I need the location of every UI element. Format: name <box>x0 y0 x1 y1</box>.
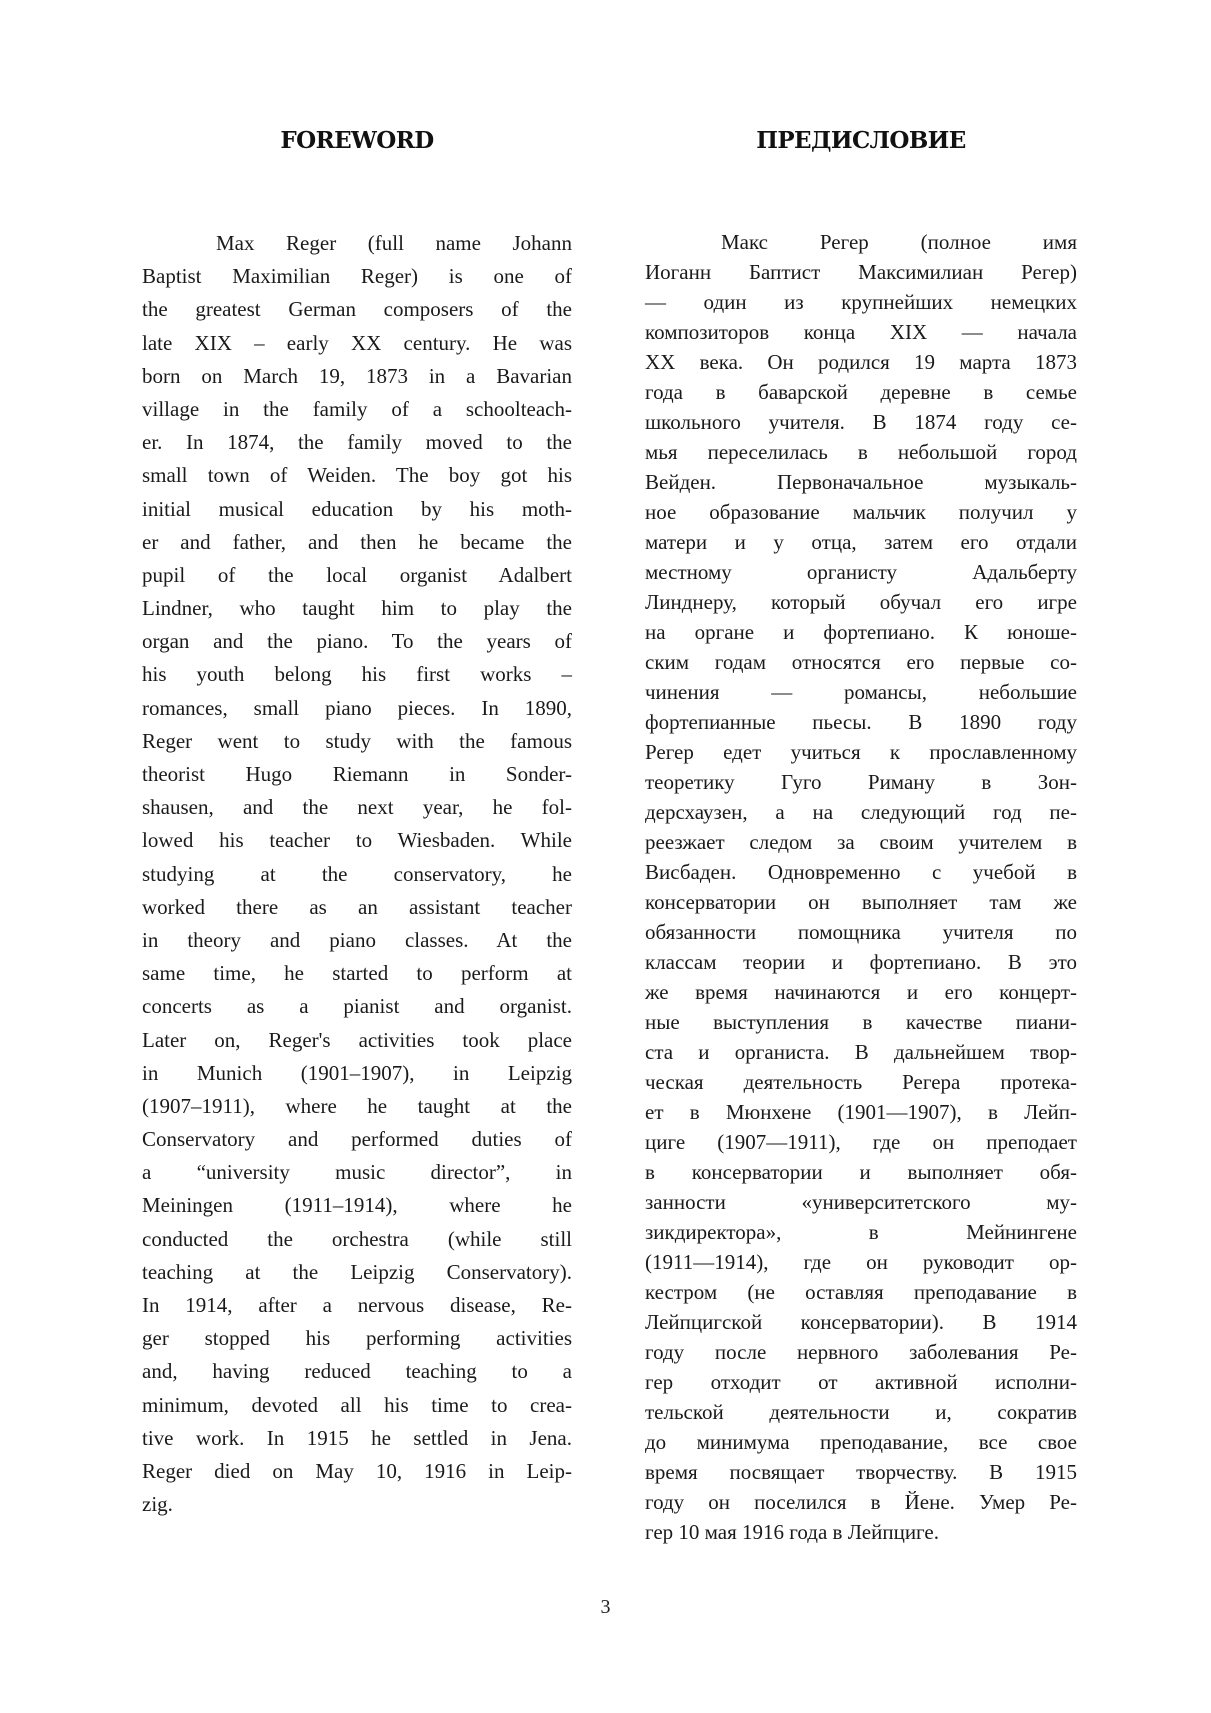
text-line: мья переселилась в небольшой город <box>645 440 1077 464</box>
text-line: in theory and piano classes. At the <box>142 927 572 952</box>
text-line: romances, small piano pieces. In 1890, <box>142 695 572 720</box>
text-line: initial musical education by his moth- <box>142 496 572 521</box>
text-line: консерватории он выполняет там же <box>645 890 1077 914</box>
text-line: кестром (не оставляя преподавание в <box>645 1280 1077 1304</box>
text-line: Вейден. Первоначальное музыкаль- <box>645 470 1077 494</box>
text-line: классам теории и фортепиано. В это <box>645 950 1077 974</box>
text-line: гер 10 мая 1916 года в Лейпциге. <box>645 1520 939 1544</box>
text-line: the greatest German composers of the <box>142 297 572 322</box>
text-line: theorist Hugo Riemann in Sonder- <box>142 762 572 786</box>
text-line: Baptist Maximilian Reger) is one of <box>142 264 572 289</box>
text-line: shausen, and the next year, he fol- <box>142 795 572 820</box>
text-line: Meiningen (1911–1914), where he <box>142 1193 572 1218</box>
text-line: школьного учителя. В 1874 году се- <box>645 410 1077 434</box>
text-line: Линднеру, который обучал его игре <box>645 590 1077 614</box>
text-line: Max Reger (full name Johann <box>216 231 572 255</box>
text-line: er and father, and then he became the <box>142 529 572 554</box>
text-line: ное образование мальчик получил у <box>645 500 1077 524</box>
text-line: born on March 19, 1873 in a Bavarian <box>142 363 572 388</box>
text-line: conducted the orchestra (while still <box>142 1226 572 1251</box>
text-line: году после нервного заболевания Ре- <box>645 1340 1077 1364</box>
text-line: Иоганн Баптист Максимилиан Регер) <box>645 260 1077 284</box>
text-line: местному органисту Адальберту <box>645 560 1077 584</box>
text-line: Conservatory and performed duties of <box>142 1127 572 1152</box>
russian-heading: ПРЕДИСЛОВИЕ <box>756 127 966 154</box>
text-line: Reger went to study with the famous <box>142 728 572 753</box>
english-heading: FOREWORD <box>280 127 434 154</box>
text-line: ет в Мюнхене (1901—1907), в Лейп- <box>645 1100 1077 1124</box>
text-line: ные выступления в качестве пиани- <box>645 1010 1077 1034</box>
text-line: his youth belong his first works – <box>142 662 572 687</box>
text-line: — один из крупнейших немецких <box>645 290 1077 314</box>
text-line: циге (1907—1911), где он преподает <box>645 1130 1077 1154</box>
text-line: lowed his teacher to Wiesbaden. While <box>142 828 572 853</box>
text-line: обязанности помощника учителя по <box>645 920 1077 944</box>
page-number: 3 <box>600 1596 611 1618</box>
text-line: занности «университетского му- <box>645 1190 1077 1214</box>
text-line: late XIX – early XX century. He was <box>142 330 572 355</box>
text-line: a “university music director”, in <box>142 1160 572 1185</box>
text-line: er. In 1874, the family moved to the <box>142 430 572 455</box>
text-line: small town of Weiden. The boy got his <box>142 463 572 488</box>
text-line: minimum, devoted all his time to crea- <box>142 1392 572 1417</box>
text-line: зикдиректора», в Мейнингене <box>645 1220 1077 1244</box>
text-line: в консерватории и выполняет обя- <box>645 1160 1077 1184</box>
text-line: ста и органиста. В дальнейшем твор- <box>645 1040 1077 1064</box>
text-line: теоретику Гуго Риману в Зон- <box>645 770 1077 794</box>
text-line: pupil of the local organist Adalbert <box>142 562 572 587</box>
text-line: and, having reduced teaching to a <box>142 1359 572 1384</box>
text-line: Макс Регер (полное имя <box>721 230 1077 254</box>
text-line: гер отходит от активной исполни- <box>645 1370 1077 1394</box>
text-line: композиторов конца XIX — начала <box>645 320 1077 344</box>
text-line: Висбаден. Одновременно с учебой в <box>645 860 1077 884</box>
text-line: года в баварской деревне в семье <box>645 380 1077 404</box>
text-line: время посвящает творчеству. В 1915 <box>645 1460 1077 1484</box>
text-line: worked there as an assistant teacher <box>142 894 572 919</box>
text-line: organ and the piano. To the years of <box>142 629 572 654</box>
text-line: ger stopped his performing activities <box>142 1326 572 1351</box>
text-line: на органе и фортепиано. К юноше- <box>645 620 1077 644</box>
text-line: Лейпцигской консерватории). В 1914 <box>645 1310 1077 1334</box>
text-line: concerts as a pianist and organist. <box>142 994 572 1019</box>
text-line: матери и у отца, затем его отдали <box>645 530 1077 554</box>
text-line: village in the family of a schoolteach- <box>142 396 572 421</box>
text-line: фортепианные пьесы. В 1890 году <box>645 710 1077 734</box>
text-line: studying at the conservatory, he <box>142 861 572 886</box>
text-line: Reger died on May 10, 1916 in Leip- <box>142 1458 572 1483</box>
text-line: same time, he started to perform at <box>142 961 572 986</box>
text-line: ским годам относятся его первые со- <box>645 650 1077 674</box>
text-line: же время начинаются и его концерт- <box>645 980 1077 1004</box>
text-line: ческая деятельность Регера протека- <box>645 1070 1077 1094</box>
text-line: тельской деятельности и, сократив <box>645 1400 1077 1424</box>
text-line: году он поселился в Йене. Умер Ре- <box>645 1490 1077 1514</box>
text-line: XX века. Он родился 19 марта 1873 <box>645 350 1077 374</box>
text-line: Регер едет учиться к прославленному <box>645 740 1077 764</box>
text-line: in Munich (1901–1907), in Leipzig <box>142 1060 572 1085</box>
english-body-text <box>142 227 572 1521</box>
text-line: (1911—1914), где он руководит ор- <box>645 1250 1077 1274</box>
text-line: tive work. In 1915 he settled in Jena. <box>142 1425 572 1450</box>
text-line: дерсхаузен, а на следующий год пе- <box>645 800 1077 824</box>
text-line: Later on, Reger's activities took place <box>142 1027 572 1052</box>
text-line: In 1914, after a nervous disease, Re- <box>142 1293 572 1317</box>
text-line: (1907–1911), where he taught at the <box>142 1093 572 1118</box>
text-line: zig. <box>142 1492 173 1517</box>
text-line: до минимума преподавание, все свое <box>645 1430 1077 1454</box>
text-line: Lindner, who taught him to play the <box>142 596 572 621</box>
text-line: teaching at the Leipzig Conservatory). <box>142 1259 572 1284</box>
russian-body-text <box>645 227 1077 1547</box>
text-line: реезжает следом за своим учителем в <box>645 830 1077 854</box>
text-line: чинения — романсы, небольшие <box>645 680 1077 704</box>
